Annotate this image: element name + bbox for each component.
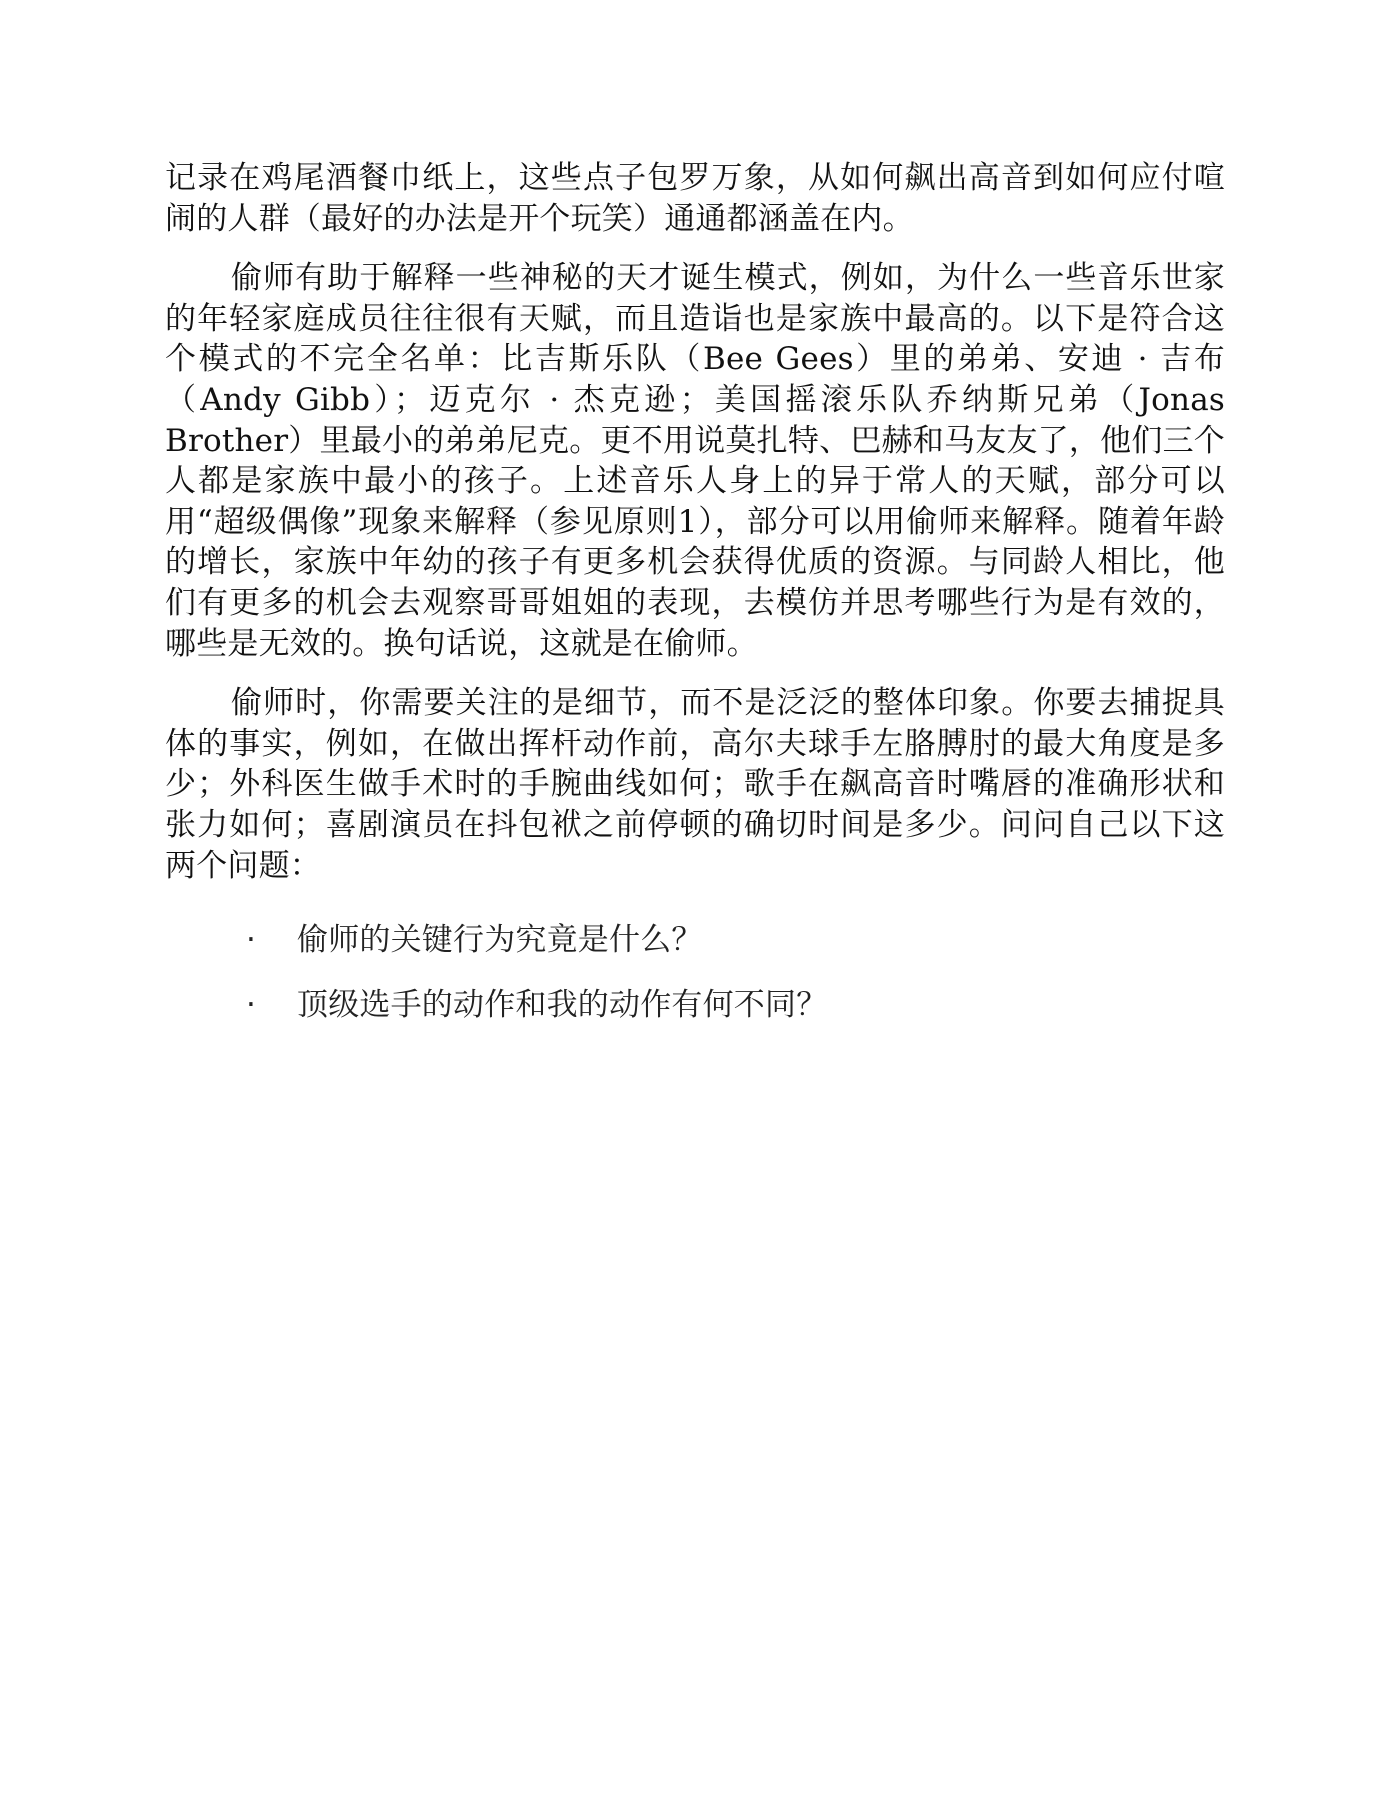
list-item (165, 920, 1225, 960)
paragraph-continuation: 记录在鸡尾酒餐巾纸上，这些点子包罗万象，从如何飙出高音到如何应付喧闹的人群（最好的办法是开个玩笑）通通都涵盖在内。 (165, 160, 1225, 237)
list-item-text: 偷师的关键行为究竟是什么？ (297, 922, 703, 959)
list-item (165, 985, 1225, 1025)
paragraph-stealing-explains-genius: 偷师有助于解释一些神秘的天才诞生模式，例如，为什么一些音乐世家的年轻家庭成员往往很有天赋，而且造诣也是家族中最高的。以下是符合这个模式的不完全名单：比吉斯乐队（Bee Gees）里的弟弟、安迪 · 吉布（Andy Gibb）；迈克尔 · 杰克逊；美国摇滚乐队乔纳斯兄弟（Jonas Brother）里最小的弟弟尼克。更不用说莫扎特、巴赫和马友友了，他们三个人都是家族中最小的孩子。上述音乐人身上的异于常人的天赋，部分可以用“超级偶像”现象来解释（参见原则1），部分可以用偷师来解释。随着年龄的增长，家族中年幼的孩子有更多机会获得优质的资源。与同龄人相比，他们有更多的机会去观察哥哥姐姐的表现，去模仿并思考哪些行为是有效的，哪些是无效的。换句话说，这就是在偷师。 (165, 260, 1225, 662)
bullet-dot-icon: · (245, 987, 257, 1024)
page-body (165, 158, 1225, 1050)
question-list (165, 920, 1225, 1025)
list-item-text: 顶级选手的动作和我的动作有何不同？ (297, 987, 828, 1024)
paragraph-focus-on-details: 偷师时，你需要关注的是细节，而不是泛泛的整体印象。你要去捕捉具体的事实，例如，在做出挥杆动作前，高尔夫球手左胳膊肘的最大角度是多少；外科医生做手术时的手腕曲线如何；歌手在飙高音时嘴唇的准确形状和张力如何；喜剧演员在抖包袱之前停顿的确切时间是多少。问问自己以下这两个问题： (165, 685, 1225, 884)
bullet-dot-icon: · (245, 922, 257, 959)
